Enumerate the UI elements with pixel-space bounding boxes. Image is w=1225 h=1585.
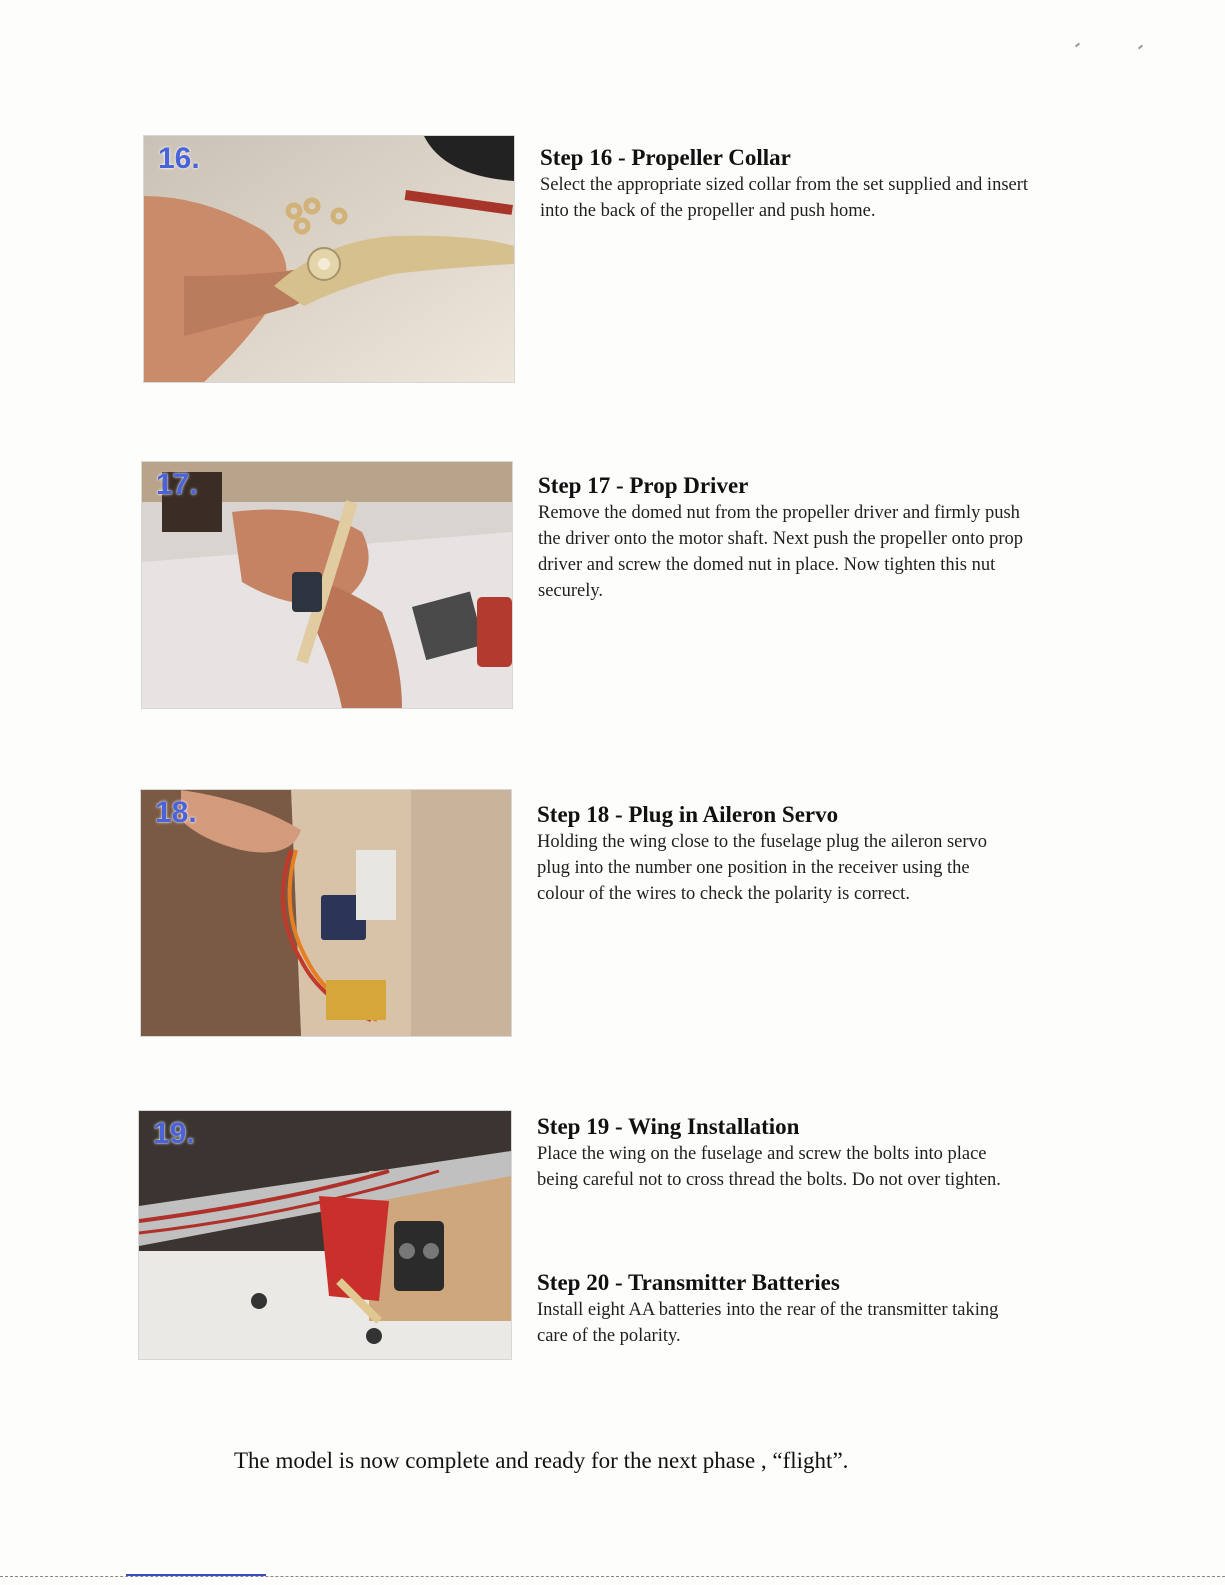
step-16-title: Step 16 - Propeller Collar <box>540 145 791 170</box>
step-18-photo <box>141 790 511 1036</box>
step-20-title: Step 20 - Transmitter Batteries <box>537 1270 840 1295</box>
scan-speck <box>1138 45 1143 50</box>
scan-speck <box>1075 43 1080 48</box>
step-16-photo <box>144 136 514 382</box>
scan-edge-line <box>0 1576 1225 1577</box>
step-17-photo <box>142 462 512 708</box>
step-18-body: Holding the wing close to the fuselage plug the aileron servo plug into the number one position in the receiver using the colour of the wires to check the polarity is correct. <box>537 832 988 904</box>
step-19-badge: 19. <box>153 1117 195 1150</box>
step-16-body: Select the appropriate sized collar from the set supplied and insert into the back of the propeller and push home. <box>540 175 1029 221</box>
step-19-photo <box>139 1111 511 1359</box>
step-19-body: Place the wing on the fuselage and screw the bolts into place being careful not to cross thread the bolts. Do not over tighten. <box>537 1144 1001 1190</box>
step-20-body: Install eight AA batteries into the rear of the transmitter taking care of the polarity. <box>537 1300 999 1346</box>
step-17-title: Step 17 - Prop Driver <box>538 473 749 498</box>
step-17-body: Remove the domed nut from the propeller driver and firmly push the driver onto the motor shaft. Next push the propeller onto prop driver and screw the domed nut in place. Now tighten this nut securely. <box>538 503 1024 601</box>
step-16-badge: 16. <box>158 142 200 175</box>
step-18-title: Step 18 - Plug in Aileron Servo <box>537 802 839 827</box>
completion-note: The model is now complete and ready for the next phase , “flight”. <box>234 1448 849 1473</box>
step-18-badge: 18. <box>155 796 197 829</box>
step-19-title: Step 19 - Wing Installation <box>537 1114 800 1139</box>
step-17-badge: 17. <box>156 468 198 501</box>
scan-underline-mark <box>126 1574 266 1576</box>
